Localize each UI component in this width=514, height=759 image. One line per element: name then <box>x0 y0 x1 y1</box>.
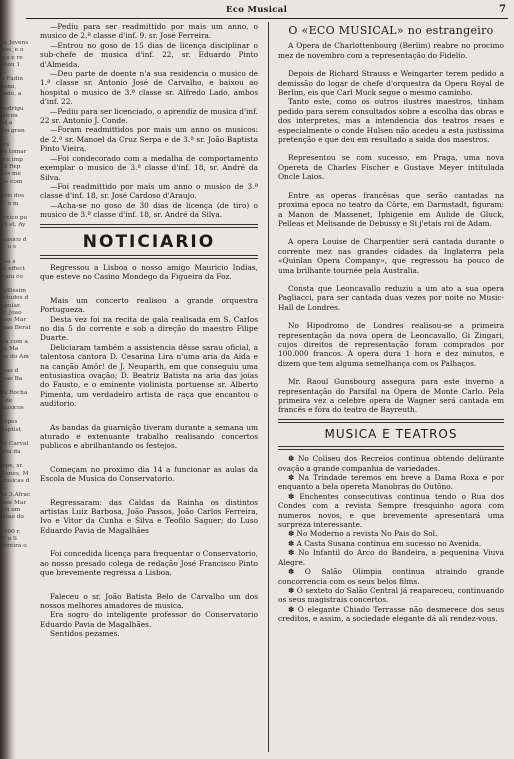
margin-line: ... <box>0 412 6 419</box>
margin-line: ... <box>0 485 6 492</box>
margin-line: musico d <box>0 237 27 244</box>
abroad-para: Entre as operas francêsas que serão cantadas na proxima epoca no teatro da Côrte, em Darmstadt, figuram: a Manon de Massenet, Iphigenie em Aulide de Gluck, Pelleas et Melisande de Debussy e Si j'etais roi de Adam. <box>278 190 504 228</box>
theatre-para: ✽ No Coliseu dos Recreios continua obtendo deliirante ovação a grande companhia de variedades. <box>278 454 504 473</box>
margin-line: ... <box>0 98 6 105</box>
abroad-para: A Opera de Charlottenbourg (Berlim) reabre no procimo mez de novembro com a representação do Fidelio. <box>278 41 504 60</box>
notice-para: —Pediu para ser readmittido por mais um anno, o musico de 2.ª classe d'inf. 9. sr. José Ferreira. <box>40 22 258 41</box>
margin-line: bellissim <box>0 288 27 295</box>
margin-line: 2000 r. <box>0 528 21 535</box>
margin-line: ... <box>0 280 6 287</box>
margin-line: Joao d <box>0 368 19 375</box>
margin-line: ilhou 1 <box>0 61 21 68</box>
abroad-para: No Hipodromo de Londres realisou-se a primeira representação da nova opera de Leoncavallo, Gi Zingari, cujos direitos de representação foram comprados por 100.000 francos. A opera dura 1 hora e dez minutos, e dizem que tem alguma semelhança com os Palhaços. <box>278 321 504 368</box>
margin-line: ' na s <box>0 258 16 265</box>
margin-line: fruiu co <box>0 273 23 280</box>
margin-line: ... <box>0 361 6 368</box>
section-title-noticiario: NOTICIARIO <box>82 231 216 252</box>
section-title-musica-teatros: MUSICA E TEATROS <box>324 426 458 441</box>
margin-line: anno, <box>0 83 17 90</box>
margin-line: de Jovens <box>0 40 29 46</box>
theatre-para: ✽ O Salão Olimpia continua atraindo grande concorrencia com os seus belos films. <box>278 567 504 586</box>
news-para: Sentidos pezames. <box>50 629 120 639</box>
theatre-para: ✽ O sexteto do Salão Central já reapareceu, continuando os seus magistrais concertos. <box>278 585 504 605</box>
theatre-para: ✽ O elegante Chiado Terrasse não desmerece dos seus creditos, e assim, a sociedade elegante dá ali rendez-vous. <box>278 604 504 624</box>
margin-line: ois com <box>0 178 23 185</box>
margin-line: s. Fadin <box>0 76 24 83</box>
notice-para: —Foi readmittido por mais um anno o musico de 3.ª classe d'inf. 18, sr. José Cardoso d'Araujo. <box>40 181 258 201</box>
news-para: Regressou a Lisboa o nosso amigo Mauricio Indias, que esteve no Casino Mondego da Figueira da Foz. <box>40 262 258 282</box>
margin-line: estudos d <box>0 295 29 302</box>
notice-para: —Foram readmittidos por mais um anno os musicos: de 2.ª sr. Manoel da Cruz Serpa e de 3.ª sr. João Baptista Pinto Vieira. <box>40 125 258 154</box>
margin-line: dade, a <box>0 91 22 98</box>
page-header <box>26 4 508 19</box>
abroad-para: Consta que Leoncavallo reduziu a um ato a sua opera Pagliacci, para ser cantada duas vezes por noite no Music-Hall de Londres. <box>278 283 504 312</box>
margin-line: ... <box>0 134 6 141</box>
margin-line: E' o s <box>0 244 16 251</box>
margin-line: dois dos <box>0 193 25 200</box>
margin-line: musicos <box>0 404 24 411</box>
abroad-para: Tanto este, como os outros ilustres maestros, tinham pedido para serem consultados sobre a escolha das obras e dos interpretes, mas a intendencia dos teatros reaes e especialmente o conde Hulsen não acedeu a esta justissima pretenção e que deu em resultado a saida dos maestros. <box>278 97 504 145</box>
margin-line: Joao Ba <box>0 375 23 382</box>
margin-line: ad,a <box>0 120 13 127</box>
section-rule <box>40 224 258 228</box>
news-para: As bandas da guarnição tiveram durante a semana um aturado e extenuante trabalho realisando concertos publicos e abrilhantando os festejos. <box>40 422 258 451</box>
margin-line: de tomar <box>0 149 27 156</box>
section-rule <box>40 255 258 259</box>
theatre-para: ✽ Na Trindade teremos em breve a Dama Roxa e por enquanto a bela opereta Manobras do Outôno. <box>278 473 504 492</box>
abroad-para: Representou se com sucesso, em Praga, uma nova Opereta de Charles Fischer e Gustave Meyer intitulada Oncle Laios. <box>278 153 504 182</box>
margin-line: ervico po <box>0 215 28 222</box>
margin-line: Jose Mar <box>0 317 27 324</box>
margin-line: ... <box>0 455 6 462</box>
news-para: Era sogro do inteligente professor do Conservatorio Eduardo Pavia de Magalhães. <box>40 610 258 629</box>
margin-line: Nunes, M <box>0 470 29 477</box>
news-para: Foi concedida licença para frequentar o Conservatorio, ao nosso presado colega de redação José Francisco Pinto que brevemente regressa a Lisboa. <box>40 549 258 578</box>
news-para: Deliciaram também a assistencia dêsse sarau oficial, a talentosa cantora D. Cesarina Lira n'uma aria da Aida e na canção Amôr! de J. Neuparth, em que conseguiu uma entusiastica ovação; D. Beatriz Batista na aria das joias do Fausto, e o eminente violinista portuense sr. Alberto Pimenta, um verdadeiro artista de raça que encantou o auditorio. <box>40 342 258 409</box>
news-para: Regressaram: das Caldas da Rainha os distintos artistas Luiz Barbosa, João Passos, João Carlos Ferreira, Ivo e Vitor da Cunha e Silva e Teofilo Saguer; do Luso Eduardo Pavia de Magalhães <box>40 497 258 535</box>
margin-line: ... <box>0 185 6 192</box>
notice-para: —Acha-se no goso de 30 dias de licença (de tiro) o musico de 3.ª classe d'inf. 18, sr. André da Silva. <box>40 200 258 220</box>
margin-line: res <box>0 142 10 149</box>
previous-page-margin <box>0 40 31 740</box>
margin-line: e de <box>0 397 13 404</box>
margin-line: rios, e o <box>0 47 24 54</box>
margin-line: ... <box>0 229 6 236</box>
section-rule <box>278 419 504 423</box>
margin-line: de Carval <box>0 441 29 448</box>
margin-line: blicou <box>0 112 18 119</box>
theatre-para: ✽ Enchentes consecutivas continua tendo o Rua dos Condes com a revista Sempre fresquinho agora com numeros novos, e que brevemente apresentará uma surpreza interessante. <box>278 491 504 530</box>
notice-para: —Pediu para ser licenciado, o aprendiz de musica d'inf. 22 sr. Antonio J. Conde. <box>40 106 258 126</box>
margin-line: reu imp <box>0 156 23 163</box>
margin-line: de 3.Afrac <box>0 492 31 499</box>
theatre-para: ✽ No Moderno a revista No Pais do Sol. <box>288 529 438 539</box>
theatre-para: ✽ No Infantil do Arco do Bandeira, a pequenina Viuva Alegre. <box>278 548 504 567</box>
news-para: Desta vez foi na recita de gala realisada em S. Carlos no dia 5 do corrente e sob a direção do maestro Filipe Duarte. <box>40 314 258 343</box>
margin-line: pitao do <box>0 514 24 521</box>
margin-line: sr. Joao <box>0 309 22 316</box>
margin-line: ... <box>0 251 6 258</box>
margin-line: Joao Berat <box>0 324 31 331</box>
abroad-para: Depois de Richard Strauss e Weingarter terem pedido a demissão do logar de chefe d'orquestra da Opera Royal de Berlim, eis que Carl Muck segue o mesmo caminho. <box>278 69 504 98</box>
news-para: Faleceu o sr. João Batista Belo de Carvalho um dos nossos melhores amadores de musica. <box>40 591 258 610</box>
margin-line: zes e re <box>0 54 23 61</box>
margin-line: ... <box>0 434 6 441</box>
margin-line: ... <box>0 69 6 76</box>
margin-line: ... <box>0 521 6 528</box>
margin-line: um gran <box>0 127 25 134</box>
page-number: 7 <box>499 4 506 15</box>
news-para: Começam no proximo dia 14 a funcionar as aulas da Escola de Musica do Conservatorio. <box>40 464 258 484</box>
abroad-para: A opera Louise de Charpentier será cantada durante o corrente mez nas grandes cidades da Inglaterra pela «Quinlan Opera Company», que regressou ha pouco de uma brilhante tournée pela Australia. <box>278 237 504 275</box>
margin-line: Baptist <box>0 426 21 433</box>
margin-line: jos do Am <box>0 353 29 360</box>
theatre-para: ✽ A Casta Susana continua em sucesso no Avenida. <box>288 538 482 548</box>
margin-line: ... <box>0 331 6 338</box>
margin-line: mpe, sr. <box>0 463 24 470</box>
news-para: Mais um concerto realisou a grande orquestra Portugueza. <box>40 295 258 315</box>
margin-line: E' o m <box>0 200 19 207</box>
margin-line: Pereira o <box>0 543 27 550</box>
notice-para: —Deu parte de doente n'a sua residencia o musico de 1.ª classe sr. Antonio José de Carvalho, e baixou ao hospital o musico de 3.ª classe sr. Alfredo Lado, ambos d'inf. 22. <box>40 69 258 107</box>
margin-line: um um <box>0 507 21 513</box>
margin-line: de Ma <box>0 346 19 353</box>
margin-line: 35 st. Ay <box>0 222 26 229</box>
margin-line: Lopes <box>0 419 18 426</box>
margin-line: se effect <box>0 266 25 273</box>
right-column <box>278 22 504 624</box>
margin-line: oria da <box>0 448 21 455</box>
abroad-para: Mr. Raoul Gunsbourg assegura para este inverno a representação do Parsifal na Opera de Monte Carlo. Pela primeira vez a celebre opera de Wagner será cantada em francês e fóra do teatro de Bayreuth. <box>278 377 504 415</box>
margin-line: ... <box>0 207 6 214</box>
margin-line: Aguiar. <box>0 302 21 309</box>
notice-para: —Foi condecorado com a medalha de comportamento exemplar o musico de 3.ª classe d'inf. 18, sr. André da Silva. <box>40 153 258 182</box>
margin-line: E' o S <box>0 536 17 543</box>
margin-line: da Rocha <box>0 390 28 397</box>
margin-line: musicas d <box>0 477 30 484</box>
margin-line: Rodrigu <box>0 105 24 112</box>
column-divider <box>268 22 269 752</box>
margin-line: tra com a <box>0 339 28 346</box>
margin-line: dos me <box>0 171 21 178</box>
section-rule <box>278 446 504 450</box>
section-title-estrangeiro: O «ECO MUSICAL» no estrangeiro <box>288 24 494 37</box>
margin-line: ... <box>0 382 6 389</box>
margin-line: Jose Mar <box>0 499 27 506</box>
left-column <box>40 22 258 639</box>
notice-para: —Entrou no goso de 15 dias de licença disciplinar o sub-chefe de musica d'inf. 22, sr. Eduardo Pinto d'Almeida. <box>40 40 258 69</box>
margin-line: da Rep <box>0 164 21 171</box>
publication-name: Eco Musical <box>226 5 288 15</box>
